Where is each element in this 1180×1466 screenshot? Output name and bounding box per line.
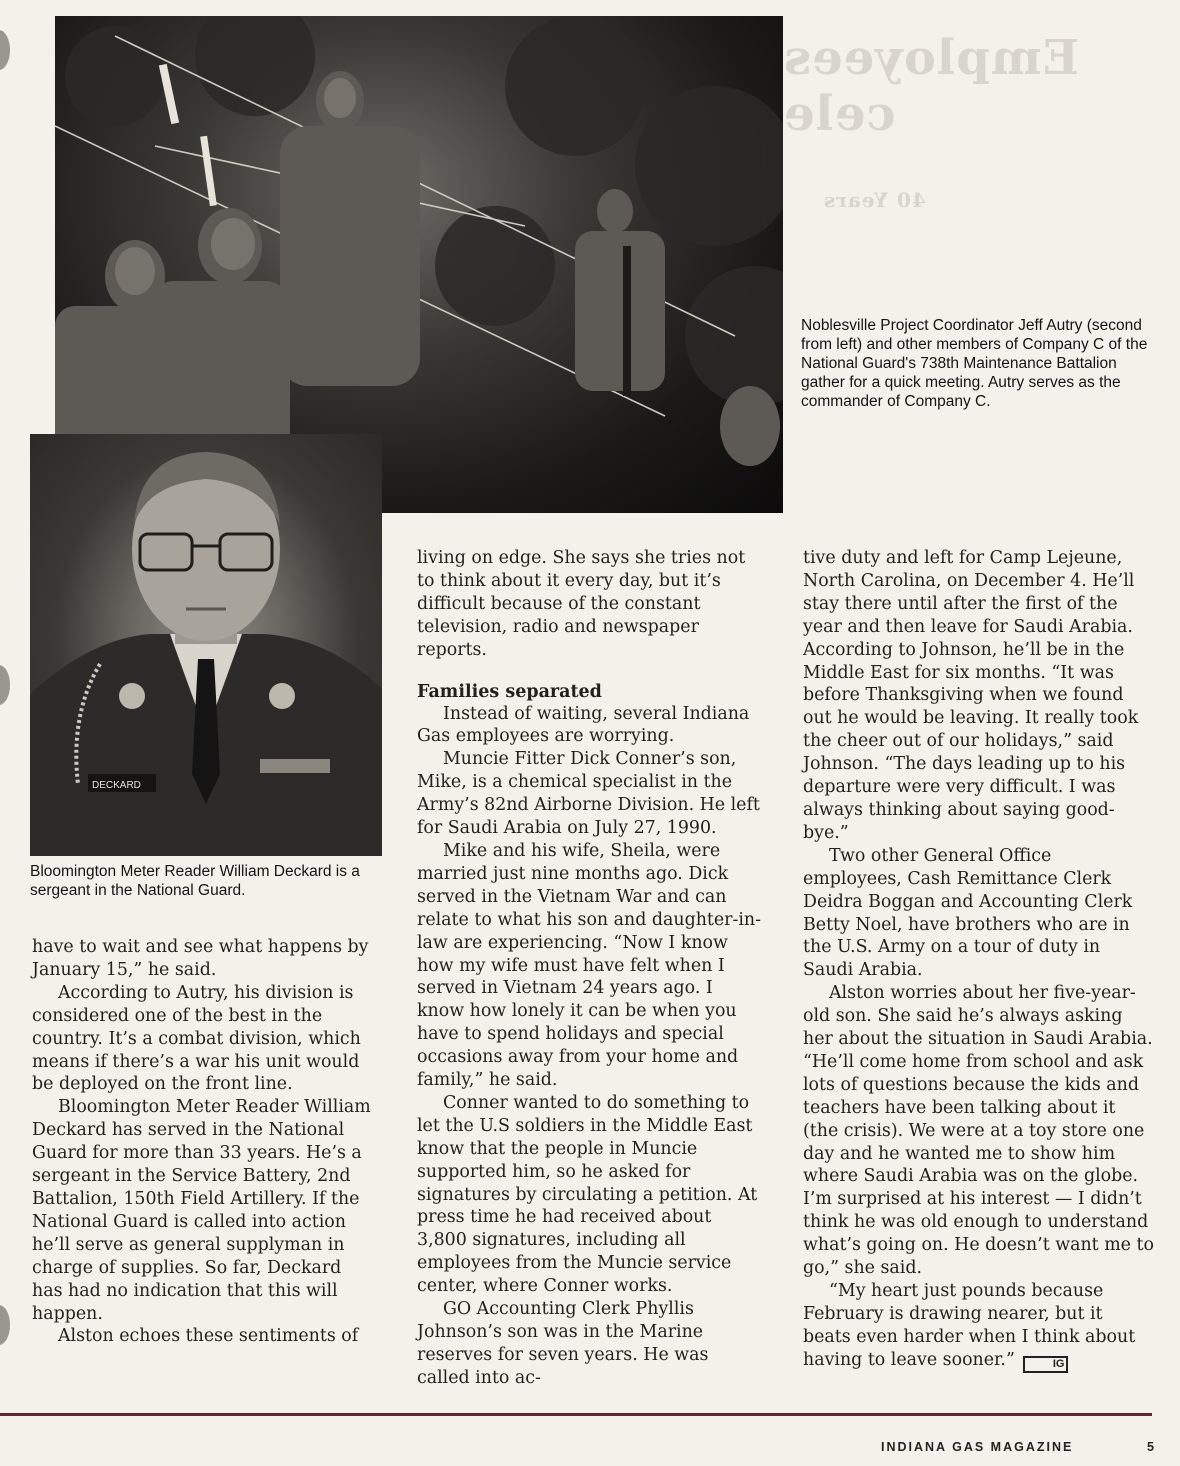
bleed-through-subheading: 40 Years — [823, 188, 926, 212]
article-paragraph: According to Autry, his division is considered one of the best in the country. It’s a combat division, which means if there’s a war his unit would be deployed on the front line. — [32, 982, 361, 1095]
top-photo-caption: Noblesville Project Coordinator Jeff Autry (second from left) and other members of Company C of the National Guard's 738th Maintenance Battalion gather for a quick meeting. Autry serves as the commander of Company C. — [801, 317, 1148, 410]
article-column-3 — [803, 547, 1155, 1373]
portrait-caption: Bloomington Meter Reader William Deckard is a sergeant in the National Guard. — [30, 863, 360, 899]
page-number: 5 — [1147, 1440, 1154, 1454]
article-paragraph: Alston worries about her five-year-old son. She said he’s always asking her about the situation in Saudi Arabia. “He’ll come home from school and ask lots of questions because the kids and teachers have been talking about it (the crisis). We were at a toy store one day and he wanted me to show him where Saudi Arabia was on the globe. I’m surprised at his interest — I didn’t think he was old enough to understand what’s going on. He doesn’t want me to go,” she said. — [803, 983, 1154, 1279]
bleed-through-heading: Employees cele — [783, 30, 1080, 142]
bleed-through-text — [783, 16, 1180, 316]
article-paragraph: have to wait and see what happens by January 15,” he said. — [32, 937, 369, 980]
article-paragraph: Muncie Fitter Dick Conner’s son, Mike, is a chemical specialist in the Army’s 82nd Airborne Division. He left for Saudi Arabia on July 27, 1990. — [417, 749, 760, 839]
punch-hole — [0, 665, 10, 705]
article-column-2 — [417, 547, 762, 1390]
end-mark-icon: IG — [1023, 1356, 1069, 1373]
article-paragraph: Bloomington Meter Reader William Deckard has served in the National Guard for more than 33 years. He’s a sergeant in the Service Battery, 2nd Battalion, 150th Field Artillery. If the National Guard is called into action he’ll serve as general supplyman in charge of supplies. So far, Deckard has had no indication that this will happen. — [32, 1097, 371, 1324]
deckard-portrait-illustration — [30, 434, 382, 856]
article-paragraph: Alston echoes these sentiments of — [58, 1326, 359, 1347]
article-paragraph: tive duty and left for Camp Lejeune, North Carolina, on December 4. He’ll stay there until after the first of the year and then leave for Saudi Arabia. According to Johnson, he’ll be in the Middle East for six months. “It was before Thanksgiving when we found out he would be leaving. It really took the cheer out of our holidays,” said Johnson. “The days leading up to his departure were very difficult. I was always thinking about saying good-bye.” — [803, 548, 1139, 843]
closing-quote: “My heart just pounds because February is drawing nearer, but it beats even harder when I think about having to leave sooner.” — [803, 1281, 1136, 1370]
article-paragraph: Two other General Office employees, Cash Remittance Clerk Deidra Boggan and Accounting Clerk Betty Noel, have brothers who are in the U.S. Army on a tour of duty in Saudi Arabia. — [803, 845, 1133, 981]
article-column-1 — [32, 936, 377, 1348]
name-tag-text: DECKARD — [92, 780, 141, 791]
magazine-title: INDIANA GAS MAGAZINE — [881, 1440, 1074, 1454]
subhead-families-separated: Families separated — [417, 681, 602, 702]
punch-hole — [0, 1305, 10, 1345]
footer-rule — [0, 1413, 1152, 1416]
article-paragraph — [803, 1280, 1155, 1373]
article-paragraph: Mike and his wife, Sheila, were married just nine months ago. Dick served in the Vietnam War and can relate to what his son and daughter-in-law are experiencing. “Now I know how my wife must have felt when I served in Vietnam 24 years ago. I know how lonely it can be when you have to spend holidays and special occasions away from your home and family,” he said. — [417, 840, 762, 1091]
article-paragraph: living on edge. She says she tries not to think about it every day, but it’s difficult because of the constant television, radio and newspaper reports. — [417, 548, 746, 660]
punch-hole — [0, 30, 10, 70]
article-paragraph: GO Accounting Clerk Phyllis Johnson’s son was in the Marine reserves for seven years. He was called into ac- — [417, 1299, 709, 1388]
article-paragraph: Conner wanted to do something to let the U.S soldiers in the Middle East know that the people in Muncie supported him, so he asked for signatures by circulating a petition. At press time he had received about 3,800 signatures, including all employees from the Muncie service center, where Conner works. — [417, 1092, 758, 1297]
article-paragraph: Instead of waiting, several Indiana Gas employees are worrying. — [417, 703, 750, 747]
deckard-portrait-photo — [30, 434, 382, 856]
